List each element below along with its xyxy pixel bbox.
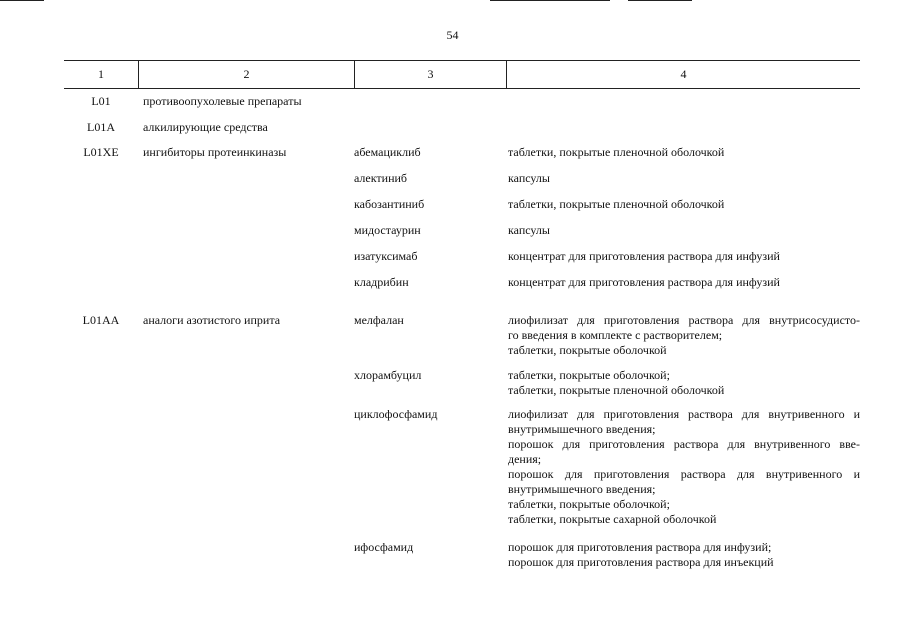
dosage-form-line: порошок для приготовления раствора для внутривенного вве- [508,437,860,451]
dosage-forms [508,171,860,186]
top-rule-right [628,0,692,1]
drug-name: абемациклиб [354,145,421,159]
dosage-form-line: лиофилизат для приготовления раствора для внутривенного и [508,407,860,421]
dosage-form-line: концентрат для приготовления раствора для инфузий [508,249,780,263]
atc-code: L01A [87,120,115,134]
top-rule-middle [490,0,610,1]
drug-name: циклофосфамид [354,407,438,421]
dosage-form-line: таблетки, покрытые пленочной оболочкой [508,145,725,159]
dosage-forms [508,223,860,238]
dosage-forms [508,197,860,212]
header-col-3: 3 [355,61,507,88]
top-rule-left [0,0,44,1]
header-col-4: 4 [680,67,687,81]
atc-code: L01 [91,94,111,108]
dosage-form-line: порошок для приготовления раствора для инъекций [508,555,774,569]
dosage-form-line: концентрат для приготовления раствора для инфузий [508,275,780,289]
header-col-2: 2 [139,61,355,88]
dosage-forms [508,407,860,527]
dosage-form-line: таблетки, покрытые пленочной оболочкой [508,197,725,211]
drug-name: изатуксимаб [354,249,418,263]
atc-code: L01XE [83,145,119,159]
dosage-form-line: порошок для приготовления раствора для внутривенного и [508,467,860,481]
dosage-forms [508,249,860,264]
dosage-form-line: таблетки, покрытые оболочкой; [508,497,670,511]
drug-name: мидостаурин [354,223,421,237]
dosage-form-line: внутримышечного введения; [508,482,656,496]
dosage-form-line: го введения в комплекте с растворителем; [508,328,723,342]
drug-name: кладрибин [354,275,409,289]
dosage-forms [508,275,860,290]
page-number: 54 [446,28,459,42]
atc-group: алкилирующие средства [143,120,268,134]
header-col-1: 1 [64,61,139,88]
dosage-forms [508,368,860,398]
drug-name: алектиниб [354,171,408,185]
dosage-form-line: таблетки, покрытые оболочкой; [508,368,670,382]
dosage-form-line: лиофилизат для приготовления раствора для внутрисосудисто- [508,313,860,327]
dosage-forms [508,540,860,570]
drug-name: хлорамбуцил [354,368,422,382]
dosage-form-line: капсулы [508,171,550,185]
atc-code: L01AA [82,313,120,327]
dosage-forms [508,145,860,160]
atc-group: аналоги азотистого иприта [143,313,281,327]
dosage-form-line: таблетки, покрытые сахарной оболочкой [508,512,717,526]
dosage-form-line: внутримышечного введения; [508,422,656,436]
drug-name: мелфалан [354,313,404,327]
dosage-form-line: капсулы [508,223,550,237]
table-header [64,60,860,89]
dosage-form-line: таблетки, покрытые оболочкой [508,343,667,357]
dosage-form-line: порошок для приготовления раствора для инфузий; [508,540,772,554]
dosage-form-line: дения; [508,452,542,466]
atc-group: ингибиторы протеинкиназы [143,145,287,159]
atc-group: противоопухолевые препараты [143,94,302,108]
drug-name: кабозантиниб [354,197,425,211]
dosage-forms [508,313,860,358]
drug-name: ифосфамид [354,540,414,554]
dosage-form-line: таблетки, покрытые пленочной оболочкой [508,383,725,397]
